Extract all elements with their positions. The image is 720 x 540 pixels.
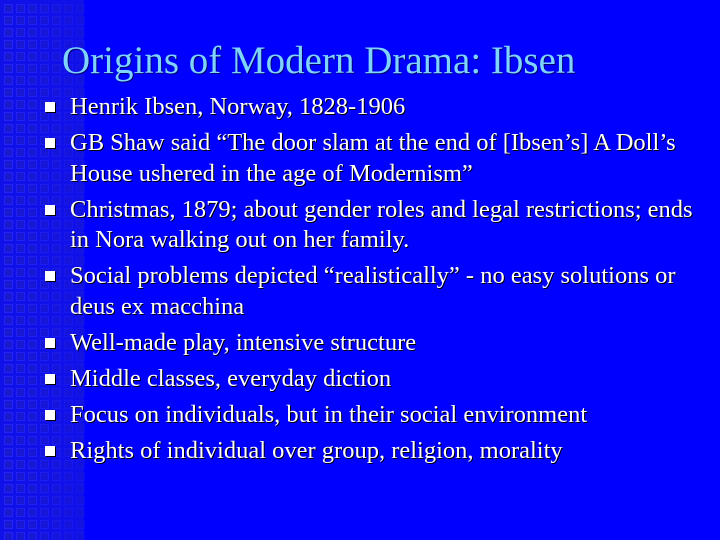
bullet-item [42, 92, 712, 123]
decorative-square [4, 4, 13, 13]
decorative-square [16, 160, 25, 169]
decorative-square [28, 508, 37, 517]
decorative-square [16, 496, 25, 505]
decorative-square [16, 232, 25, 241]
decorative-square [16, 148, 25, 157]
decorative-square [16, 268, 25, 277]
decorative-square [4, 364, 13, 373]
decorative-square [16, 280, 25, 289]
decorative-square [16, 124, 25, 133]
decorative-square [28, 472, 37, 481]
decorative-square [4, 328, 13, 337]
decorative-square [16, 16, 25, 25]
decorative-square [40, 472, 49, 481]
decorative-square [16, 52, 25, 61]
decorative-square [64, 496, 73, 505]
decorative-square [16, 352, 25, 361]
decorative-square [28, 16, 37, 25]
decorative-square [16, 412, 25, 421]
decorative-square [28, 268, 37, 277]
decorative-square [52, 4, 61, 13]
decorative-square [4, 436, 13, 445]
decorative-square [28, 172, 37, 181]
decorative-square [16, 28, 25, 37]
decorative-square [28, 532, 37, 540]
decorative-square [40, 76, 49, 85]
decorative-square [28, 256, 37, 265]
decorative-square [16, 364, 25, 373]
decorative-square [4, 232, 13, 241]
decorative-square [28, 424, 37, 433]
decorative-square [28, 364, 37, 373]
bullet-text: Focus on individuals, but in their social environment [70, 400, 588, 428]
decorative-square [16, 100, 25, 109]
decorative-square [40, 484, 49, 493]
decorative-square [52, 508, 61, 517]
decorative-square [16, 340, 25, 349]
decorative-square [4, 520, 13, 529]
decorative-square [64, 28, 73, 37]
decorative-square [4, 184, 13, 193]
bullet-item [42, 364, 712, 395]
decorative-square [28, 388, 37, 397]
bullet-item [42, 128, 712, 189]
decorative-square [16, 532, 25, 540]
decorative-square [28, 244, 37, 253]
decorative-square [4, 484, 13, 493]
decorative-square [4, 196, 13, 205]
bullet-item [42, 328, 712, 359]
decorative-square [64, 484, 73, 493]
decorative-square [40, 28, 49, 37]
decorative-square [16, 508, 25, 517]
decorative-square [76, 484, 85, 493]
decorative-square [40, 64, 49, 73]
square-bullet-icon [45, 102, 55, 112]
decorative-square [4, 352, 13, 361]
decorative-square [16, 196, 25, 205]
decorative-square [40, 508, 49, 517]
decorative-square [28, 196, 37, 205]
bullet-item [42, 436, 712, 467]
decorative-square [4, 112, 13, 121]
bullet-item [42, 195, 712, 256]
decorative-square [76, 508, 85, 517]
decorative-square [4, 280, 13, 289]
decorative-square [52, 16, 61, 25]
decorative-square [4, 16, 13, 25]
decorative-square [64, 472, 73, 481]
decorative-square [28, 40, 37, 49]
decorative-square [16, 208, 25, 217]
decorative-square [52, 40, 61, 49]
bullet-text: GB Shaw said “The door slam at the end of [Ibsen’s] A Doll’s House ushered in the age of Modernism” [70, 129, 676, 187]
decorative-square [76, 16, 85, 25]
decorative-square [4, 52, 13, 61]
decorative-square [28, 376, 37, 385]
decorative-square [4, 268, 13, 277]
decorative-square [28, 52, 37, 61]
decorative-square [4, 292, 13, 301]
decorative-square [4, 64, 13, 73]
decorative-square [40, 16, 49, 25]
bullet-text: Henrik Ibsen, Norway, 1828-1906 [70, 93, 406, 120]
decorative-square [28, 136, 37, 145]
square-bullet-icon [45, 446, 55, 456]
decorative-square [52, 64, 61, 73]
decorative-square [4, 28, 13, 37]
square-bullet-icon [45, 374, 55, 384]
decorative-square [28, 340, 37, 349]
decorative-square [4, 496, 13, 505]
square-bullet-icon [45, 138, 55, 148]
bullet-list [42, 92, 712, 472]
decorative-square [4, 400, 13, 409]
decorative-square [16, 448, 25, 457]
decorative-square [4, 256, 13, 265]
decorative-square [16, 376, 25, 385]
square-bullet-icon [45, 271, 55, 281]
decorative-square [4, 448, 13, 457]
decorative-square [52, 484, 61, 493]
decorative-square [16, 520, 25, 529]
decorative-square [52, 28, 61, 37]
bullet-text: Christmas, 1879; about gender roles and legal restrictions; ends in Nora walking out on her family. [70, 195, 693, 253]
decorative-square [40, 496, 49, 505]
decorative-square [4, 76, 13, 85]
decorative-square [16, 292, 25, 301]
decorative-square [16, 484, 25, 493]
decorative-square [28, 496, 37, 505]
decorative-square [28, 352, 37, 361]
decorative-square [52, 532, 61, 540]
decorative-square [64, 16, 73, 25]
decorative-square [40, 40, 49, 49]
decorative-square [4, 388, 13, 397]
decorative-square [16, 76, 25, 85]
decorative-square [76, 4, 85, 13]
decorative-square [16, 436, 25, 445]
decorative-square [16, 136, 25, 145]
decorative-square [40, 520, 49, 529]
bullet-item [42, 400, 712, 431]
decorative-square [76, 496, 85, 505]
decorative-square [4, 160, 13, 169]
decorative-square [28, 460, 37, 469]
decorative-square [52, 496, 61, 505]
decorative-square [4, 40, 13, 49]
decorative-square [64, 508, 73, 517]
decorative-square [16, 220, 25, 229]
decorative-square [76, 28, 85, 37]
decorative-square [28, 208, 37, 217]
decorative-square [64, 4, 73, 13]
decorative-square [28, 316, 37, 325]
decorative-square [16, 304, 25, 313]
decorative-square [16, 88, 25, 97]
bullet-text: Social problems depicted “realistically” - no easy solutions or deus ex macchina [70, 262, 676, 320]
decorative-square [28, 184, 37, 193]
decorative-square [52, 76, 61, 85]
square-bullet-icon [45, 205, 55, 215]
decorative-square [16, 112, 25, 121]
decorative-square [16, 400, 25, 409]
decorative-square [16, 388, 25, 397]
decorative-square [16, 172, 25, 181]
decorative-square [40, 52, 49, 61]
decorative-square [4, 472, 13, 481]
decorative-square [4, 124, 13, 133]
decorative-square [28, 328, 37, 337]
decorative-square [16, 184, 25, 193]
decorative-square [28, 160, 37, 169]
decorative-square [28, 124, 37, 133]
decorative-square [4, 316, 13, 325]
decorative-square [28, 88, 37, 97]
decorative-square [64, 520, 73, 529]
decorative-square [28, 304, 37, 313]
decorative-square [4, 172, 13, 181]
decorative-square [4, 532, 13, 540]
bullet-text: Rights of individual over group, religion, morality [70, 436, 563, 464]
decorative-square [28, 100, 37, 109]
square-bullet-icon [45, 410, 55, 420]
decorative-square [16, 328, 25, 337]
decorative-square [4, 304, 13, 313]
decorative-square [4, 424, 13, 433]
decorative-square [4, 220, 13, 229]
decorative-square [28, 148, 37, 157]
decorative-square [4, 460, 13, 469]
decorative-square [28, 436, 37, 445]
decorative-square [28, 520, 37, 529]
decorative-square [28, 484, 37, 493]
decorative-square [16, 4, 25, 13]
decorative-square [4, 136, 13, 145]
decorative-square [16, 424, 25, 433]
decorative-square [28, 400, 37, 409]
decorative-square [4, 100, 13, 109]
decorative-square [4, 376, 13, 385]
decorative-square [4, 148, 13, 157]
decorative-square [28, 412, 37, 421]
decorative-square [4, 508, 13, 517]
decorative-square [16, 316, 25, 325]
bullet-text: Middle classes, everyday diction [70, 364, 392, 392]
decorative-square [64, 532, 73, 540]
bullet-text: Well-made play, intensive structure [70, 328, 417, 356]
decorative-square [28, 76, 37, 85]
decorative-square [4, 244, 13, 253]
slide-title: Origins of Modern Drama: Ibsen [62, 39, 576, 82]
decorative-square [52, 520, 61, 529]
decorative-square [4, 88, 13, 97]
decorative-square [52, 52, 61, 61]
decorative-square [28, 112, 37, 121]
decorative-square [4, 208, 13, 217]
decorative-square [16, 244, 25, 253]
decorative-square [28, 232, 37, 241]
decorative-square [28, 280, 37, 289]
decorative-square [28, 64, 37, 73]
decorative-square [16, 64, 25, 73]
decorative-square [28, 28, 37, 37]
decorative-square [28, 4, 37, 13]
decorative-square [16, 460, 25, 469]
decorative-square [76, 520, 85, 529]
decorative-square [4, 412, 13, 421]
decorative-square [28, 448, 37, 457]
bullet-item [42, 261, 712, 322]
decorative-square [76, 472, 85, 481]
decorative-square [16, 256, 25, 265]
decorative-square [52, 472, 61, 481]
decorative-square [28, 292, 37, 301]
square-bullet-icon [45, 338, 55, 348]
decorative-square [40, 4, 49, 13]
decorative-square [16, 40, 25, 49]
decorative-square [28, 220, 37, 229]
decorative-square [40, 532, 49, 540]
decorative-square [16, 472, 25, 481]
decorative-square [4, 340, 13, 349]
decorative-square [76, 532, 85, 540]
